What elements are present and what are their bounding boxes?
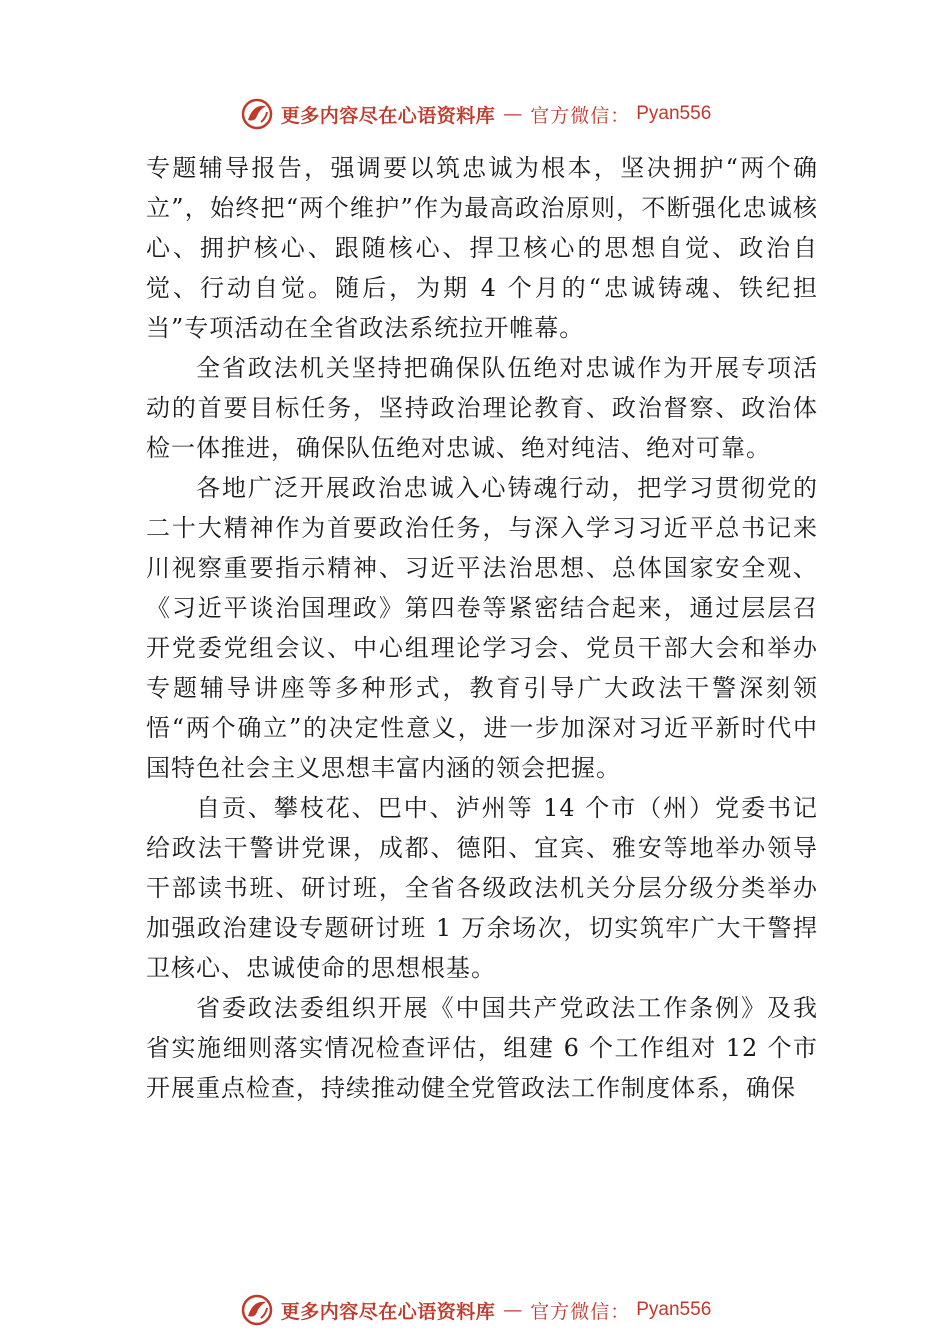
document-body (146, 148, 818, 1108)
paragraph: 专题辅导报告，强调要以筑忠诚为根本，坚决拥护“两个确立”，始终把“两个维护”作为最高政治原则，不断强化忠诚核心、拥护核心、跟随核心、捍卫核心的思想自觉、政治自觉、行动自觉。随后，为期 4 个月的“忠诚铸魂、铁纪担当”专项活动在全省政法系统拉开帷幕。 (146, 154, 818, 342)
footer-banner (0, 1290, 950, 1330)
footer-banner-title: 更多内容尽在心语资料库 (280, 1300, 496, 1323)
header-banner-inner (239, 96, 712, 132)
swirl-logo-icon (239, 1292, 275, 1328)
paragraph: 自贡、攀枝花、巴中、泸州等 14 个市（州）党委书记给政法干警讲党课，成都、德阳、宜宾、雅安等地举办领导干部读书班、研讨班，全省各级政法机关分层分级分类举办加强政治建设专题研讨班 1 万余场次，切实筑牢广大干警捍卫核心、忠诚使命的思想根基。 (146, 794, 818, 982)
header-banner-dash: — (503, 103, 523, 125)
footer-banner-wechat-label: 官方微信： (530, 1300, 631, 1323)
header-banner-title: 更多内容尽在心语资料库 (280, 104, 496, 127)
footer-banner-inner (239, 1292, 712, 1328)
footer-banner-dash: — (503, 1299, 523, 1321)
paragraph: 省委政法委组织开展《中国共产党政法工作条例》及我省实施细则落实情况检查评估，组建 6 个工作组对 12 个市开展重点检查，持续推动健全党管政法工作制度体系，确保 (146, 994, 818, 1102)
header-banner (0, 94, 950, 134)
paragraph: 全省政法机关坚持把确保队伍绝对忠诚作为开展专项活动的首要目标任务，坚持政治理论教育、政治督察、政治体检一体推进，确保队伍绝对忠诚、绝对纯洁、绝对可靠。 (146, 354, 818, 462)
footer-banner-wechat-id: Pyan556 (636, 1299, 712, 1320)
header-banner-wechat-id: Pyan556 (636, 103, 712, 124)
header-banner-wechat-label: 官方微信： (530, 104, 631, 127)
swirl-logo-icon (239, 96, 275, 132)
paragraph: 各地广泛开展政治忠诚入心铸魂行动，把学习贯彻党的二十大精神作为首要政治任务，与深入学习习近平总书记来川视察重要指示精神、习近平法治思想、总体国家安全观、《习近平谈治国理政》第四卷等紧密结合起来，通过层层召开党委党组会议、中心组理论学习会、党员干部大会和举办专题辅导讲座等多种形式，教育引导广大政法干警深刻领悟“两个确立”的决定性意义，进一步加深对习近平新时代中国特色社会主义思想丰富内涵的领会把握。 (146, 474, 818, 782)
